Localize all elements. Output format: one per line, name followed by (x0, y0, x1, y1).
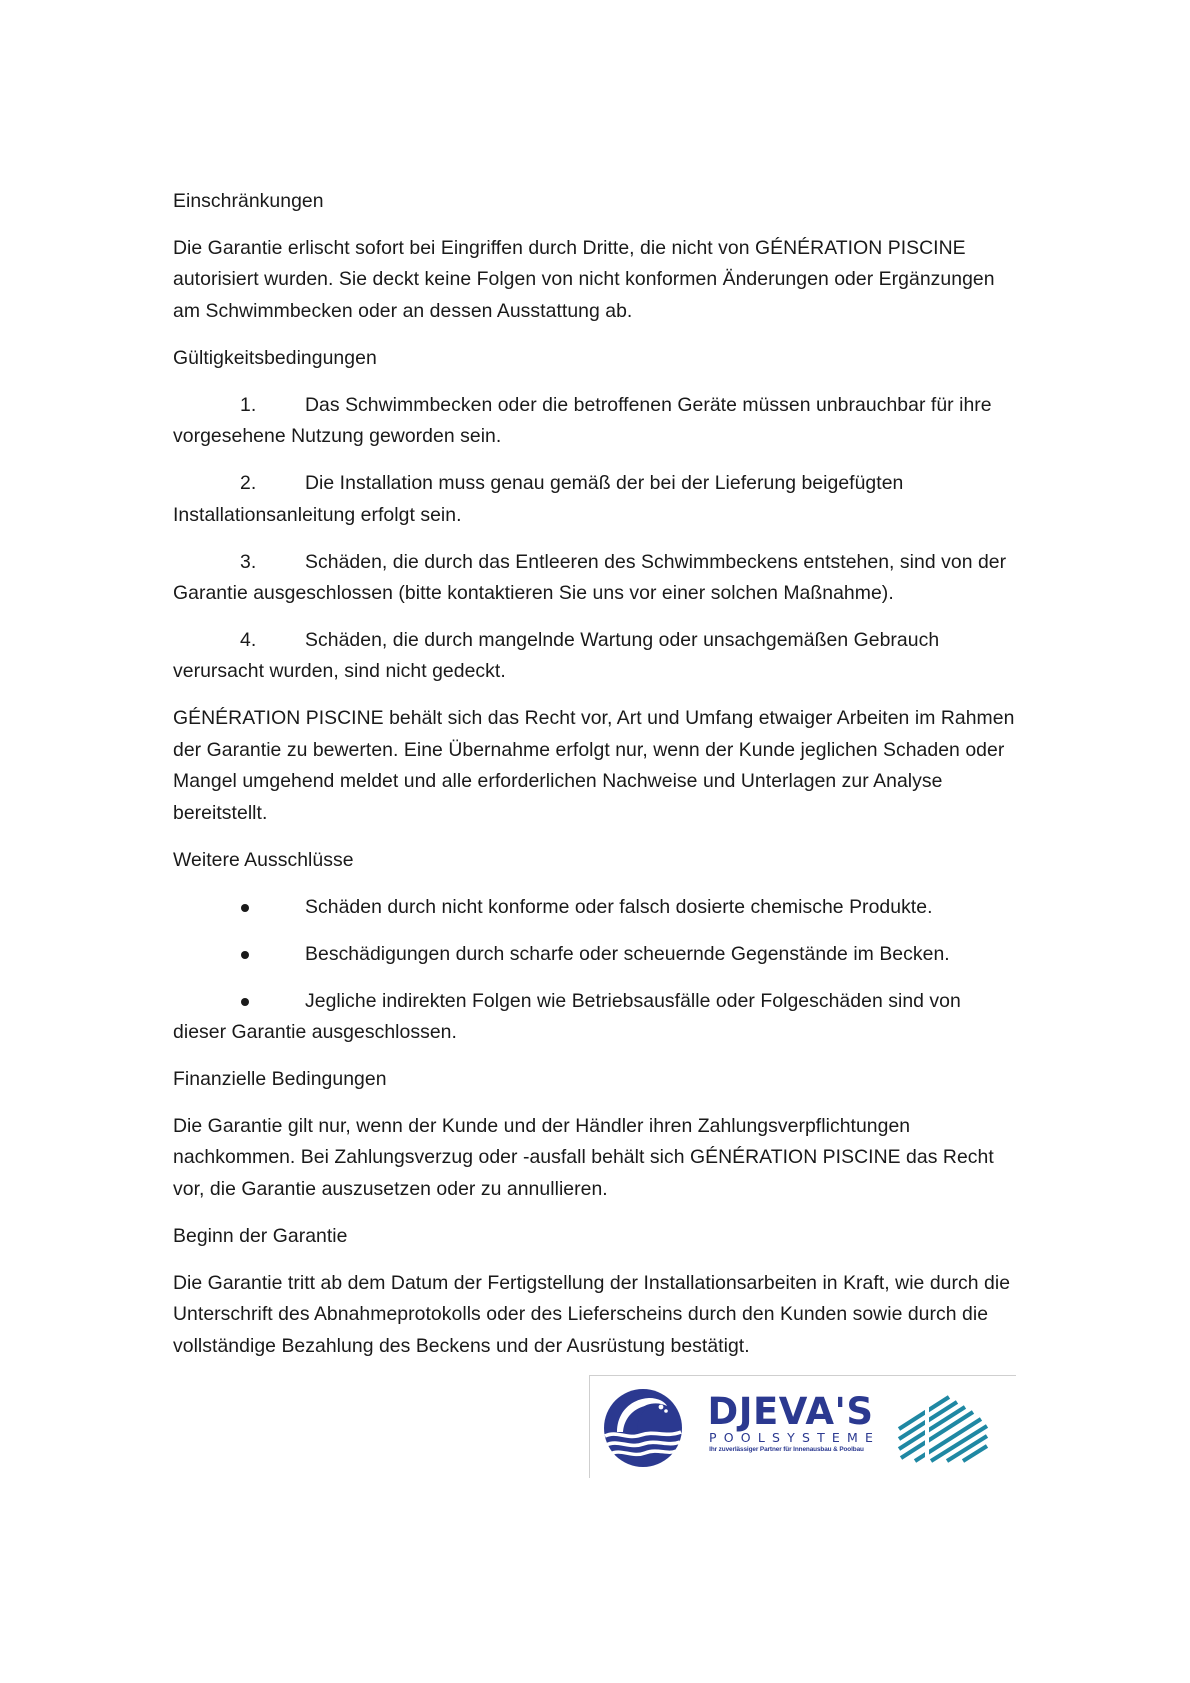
bullet-item-2 (173, 939, 1018, 970)
logo-tagline: Ihr zuverlässiger Partner für Innenausbau & Poolbau (709, 1446, 864, 1453)
paragraph-beginn-der-garantie: Die Garantie tritt ab dem Datum der Fertigstellung der Installationsarbeiten in Kraft, wie durch die Unterschrift des Abnahmeprotokolls oder des Lieferscheins durch den Kunden sowie durch die vollständige Bezahlung des Beckens und der Ausrüstung bestätigt. (173, 1271, 1011, 1357)
numbered-item-4 (173, 625, 1018, 688)
company-logo (589, 1375, 1016, 1478)
logo-subtitle: POOLSYSTEME (709, 1430, 881, 1445)
list-item-text: Schäden durch nicht konforme oder falsch dosierte chemische Produkte. (305, 895, 933, 918)
list-item-text: Beschädigungen durch scharfe oder scheuernde Gegenstände im Becken. (305, 942, 950, 965)
list-item-text: Schäden, die durch das Entleeren des Schwimmbeckens entstehen, sind von der Garantie ausgeschlossen (bitte kontaktieren Sie uns vor einer solchen Maßnahme). (173, 550, 1007, 605)
logo-wordmark (703, 1390, 881, 1454)
bullet-icon (241, 951, 249, 959)
list-number: 4. (240, 629, 257, 652)
numbered-item-2 (173, 468, 1018, 531)
paragraph-einschraenkungen: Die Garantie erlischt sofort bei Eingriffen durch Dritte, die nicht von GÉNÉRATION PISCINE autorisiert wurden. Sie deckt keine Folgen von nicht konformen Änderungen oder Ergänzungen am Schwimmbecken oder an dessen Ausstattung ab. (173, 237, 995, 322)
bullet-icon (241, 904, 249, 912)
logo-title: DJEVA'S (707, 1390, 874, 1433)
list-item-text: Jegliche indirekten Folgen wie Betriebsausfälle oder Folgeschäden sind von dieser Garantie ausgeschlossen. (173, 989, 961, 1044)
section-heading-beginn-der-garantie: Beginn der Garantie (173, 1224, 348, 1247)
paragraph-generation-piscine-rights: GÉNÉRATION PISCINE behält sich das Recht vor, Art und Umfang etwaiger Arbeiten im Rahmen der Garantie zu bewerten. Eine Übernahme erfolgt nur, wenn der Kunde jeglichen Schaden oder Mangel umgehend meldet und alle erforderlichen Nachweise und Unterlagen zur Analyse bereitstellt. (173, 707, 1015, 824)
bullet-icon (241, 998, 249, 1006)
numbered-item-3 (173, 547, 1018, 610)
section-heading-einschraenkungen: Einschränkungen (173, 190, 324, 212)
diagonal-stripes-icon (897, 1393, 989, 1463)
numbered-item-1 (173, 390, 1018, 453)
wave-circle-icon (603, 1388, 683, 1468)
list-number: 2. (240, 472, 257, 495)
section-heading-finanzielle-bedingungen: Finanzielle Bedingungen (173, 1068, 387, 1091)
bullet-item-3 (173, 986, 1018, 1049)
bullet-item-1 (173, 892, 1018, 923)
list-item-text: Das Schwimmbecken oder die betroffenen Geräte müssen unbrauchbar für ihre vorgesehene Nutzung geworden sein. (173, 393, 992, 448)
section-heading-weitere-ausschluesse: Weitere Ausschlüsse (173, 848, 354, 871)
list-number: 1. (240, 393, 257, 416)
document-body (173, 186, 1018, 1378)
paragraph-finanzielle-bedingungen: Die Garantie gilt nur, wenn der Kunde und der Händler ihren Zahlungsverpflichtungen nachkommen. Bei Zahlungsverzug oder -ausfall behält sich GÉNÉRATION PISCINE das Recht vor, die Garantie auszusetzen oder zu annullieren. (173, 1115, 994, 1200)
section-heading-gueltigkeitsbedingungen: Gültigkeitsbedingungen (173, 346, 377, 369)
list-item-text: Schäden, die durch mangelnde Wartung oder unsachgemäßen Gebrauch verursacht wurden, sind nicht gedeckt. (173, 629, 940, 683)
list-item-text: Die Installation muss genau gemäß der bei der Lieferung beigefügten Installationsanleitung erfolgt sein. (173, 472, 904, 526)
list-number: 3. (240, 550, 257, 573)
